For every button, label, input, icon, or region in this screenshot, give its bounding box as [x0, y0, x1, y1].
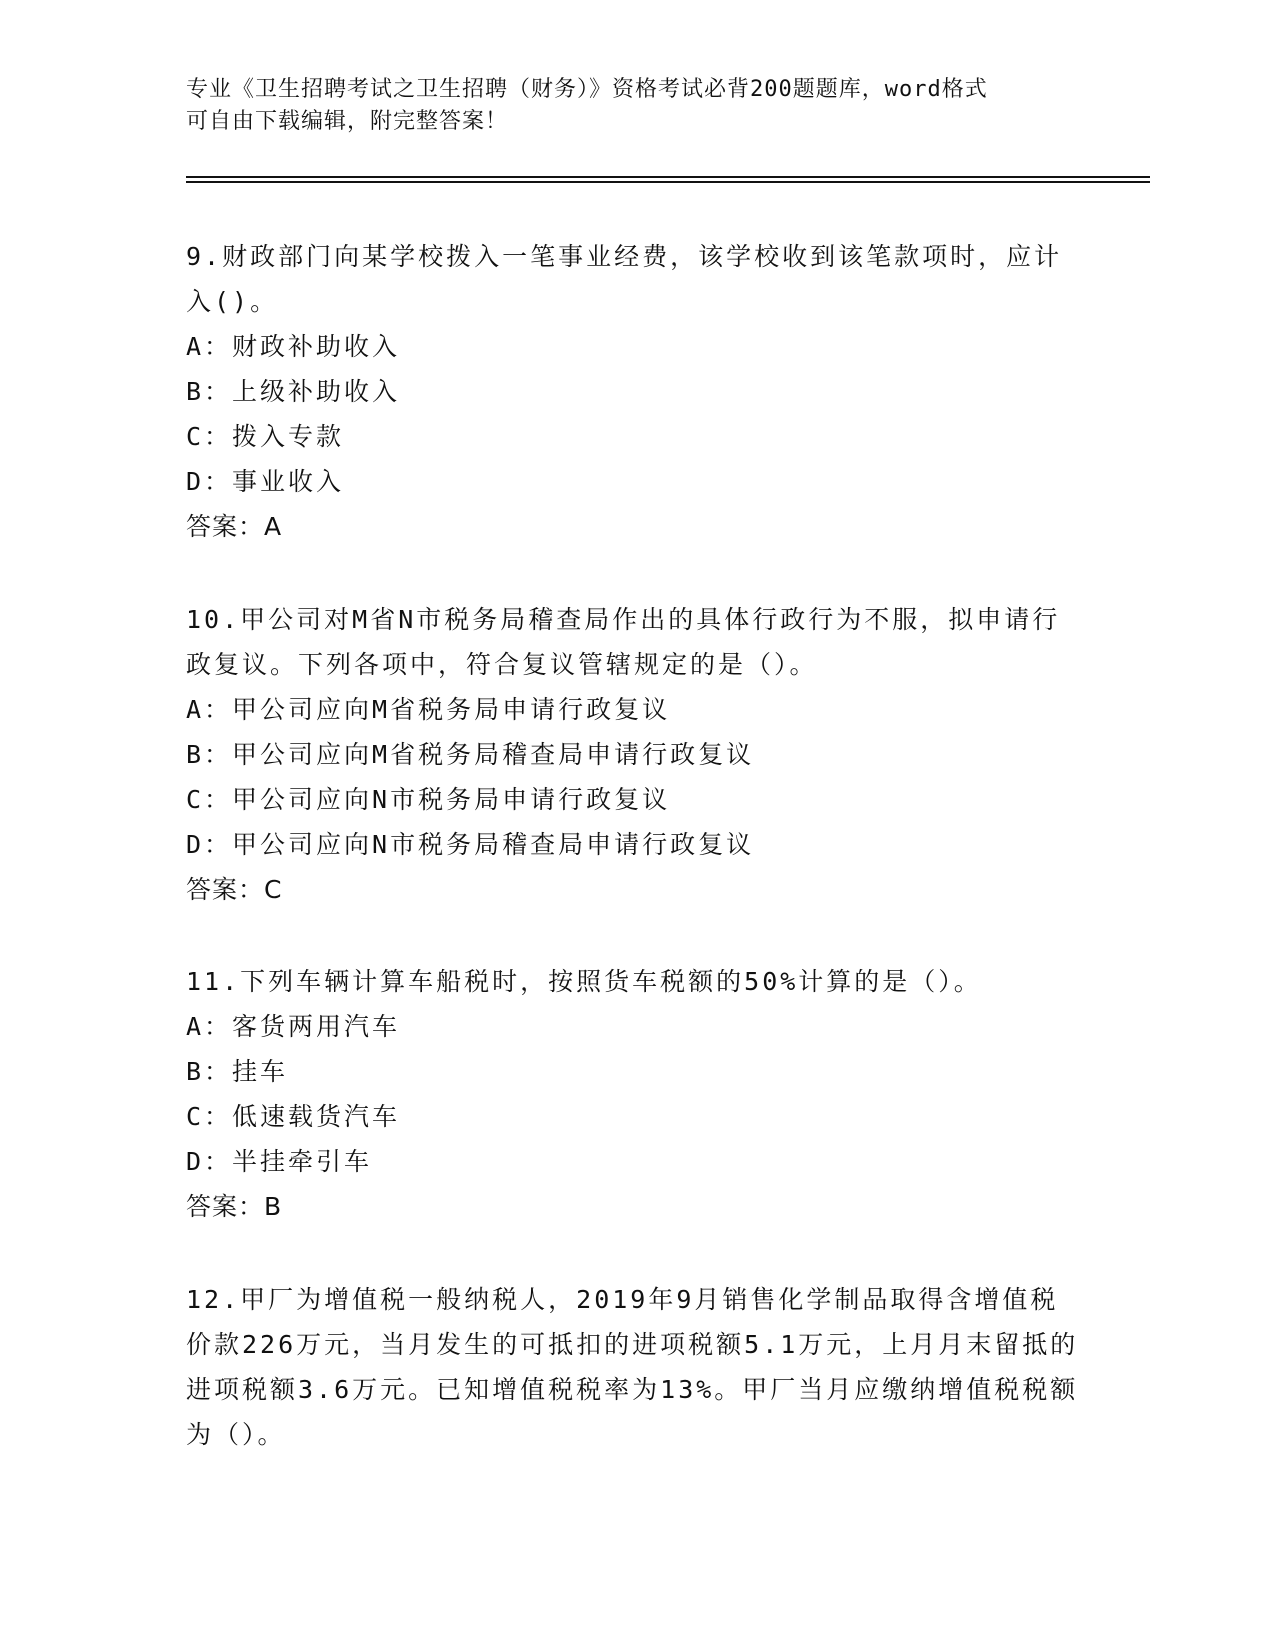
option-a: A：客货两用汽车	[186, 1012, 401, 1041]
option-a: A：财政补助收入	[186, 332, 401, 361]
question-stem: 11.下列车辆计算车船税时，按照货车税额的50%计算的是（）。	[186, 967, 982, 996]
question-10	[186, 597, 1086, 912]
header-rule-top	[186, 176, 1150, 178]
option-c: C：拨入专款	[186, 422, 345, 451]
option-b: B：挂车	[186, 1057, 289, 1086]
document-header	[186, 74, 1086, 138]
answer: 答案：B	[186, 1192, 283, 1221]
question-11	[186, 959, 1086, 1229]
option-d: D：半挂牵引车	[186, 1147, 373, 1176]
option-b: B：上级补助收入	[186, 377, 401, 406]
question-9	[186, 234, 1086, 549]
option-d: D：甲公司应向N市税务局稽查局申请行政复议	[186, 830, 755, 859]
question-stem: 9.财政部门向某学校拨入一笔事业经费，该学校收到该笔款项时，应计入()。	[186, 242, 1063, 316]
header-rule-bottom	[186, 181, 1150, 183]
answer: 答案：A	[186, 512, 283, 541]
question-stem: 10.甲公司对M省N市税务局稽查局作出的具体行政行为不服，拟申请行政复议。下列各项中，符合复议管辖规定的是（）。	[186, 605, 1061, 679]
option-c: C：低速载货汽车	[186, 1102, 401, 1131]
question-stem: 12.甲厂为增值税一般纳税人，2019年9月销售化学制品取得含增值税价款226万元，当月发生的可抵扣的进项税额5.1万元，上月月末留抵的进项税额3.6万元。已知增值税税率为13%。甲厂当月应缴纳增值税税额为（）。	[186, 1285, 1079, 1449]
header-line-2: 可自由下载编辑，附完整答案！	[186, 109, 509, 134]
header-line-1: 专业《卫生招聘考试之卫生招聘（财务）》资格考试必背200题题库，word格式	[186, 77, 988, 102]
option-a: A：甲公司应向M省税务局申请行政复议	[186, 695, 671, 724]
question-12	[186, 1277, 1086, 1457]
answer: 答案：C	[186, 875, 283, 904]
option-d: D：事业收入	[186, 467, 345, 496]
option-c: C：甲公司应向N市税务局申请行政复议	[186, 785, 671, 814]
option-b: B：甲公司应向M省税务局稽查局申请行政复议	[186, 740, 755, 769]
